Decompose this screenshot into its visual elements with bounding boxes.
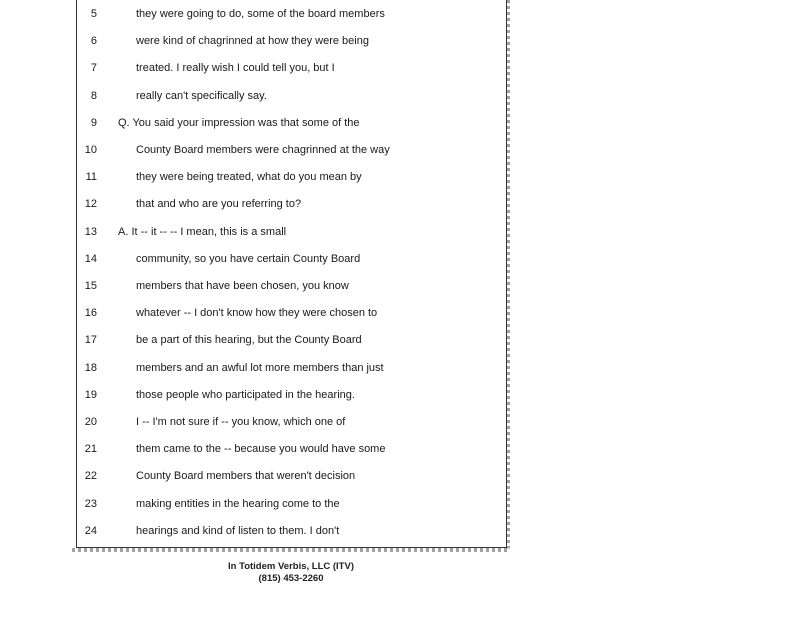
transcript-line — [0, 330, 800, 350]
transcript-line — [0, 194, 800, 214]
line-number: 16 — [84, 307, 97, 320]
line-number: 10 — [84, 144, 97, 156]
footer-phone: (815) 453-2260 — [258, 573, 324, 584]
transcript-line — [0, 222, 800, 242]
transcript-line — [0, 140, 800, 160]
line-text: making entities in the hearing come to the — [136, 497, 340, 510]
line-number: 11 — [85, 171, 97, 184]
line-number: 20 — [84, 416, 97, 428]
line-text: members and an awful lot more members than just — [136, 361, 384, 374]
transcript-line — [0, 31, 800, 51]
transcript-line — [0, 276, 800, 296]
line-text: those people who participated in the hearing. — [136, 388, 355, 401]
line-text: be a part of this hearing, but the County Board — [136, 334, 362, 347]
line-number: 24 — [84, 524, 97, 537]
transcript-line — [0, 385, 800, 405]
transcript-line — [0, 521, 800, 541]
transcript-line — [0, 466, 800, 486]
line-text: community, so you have certain County Board — [136, 252, 361, 265]
line-text: I -- I'm not sure if -- you know, which one of — [136, 416, 346, 428]
footer-company: In Totidem Verbis, LLC (ITV) — [228, 561, 354, 572]
line-number: 23 — [84, 497, 97, 510]
transcript-line — [0, 412, 800, 432]
line-number: 22 — [84, 470, 97, 483]
line-number: 18 — [84, 361, 97, 374]
page-edge-bottom — [72, 548, 510, 552]
line-number: 14 — [84, 252, 97, 265]
transcript-line — [0, 58, 800, 78]
line-text: A. It -- it -- -- I mean, this is a small — [118, 225, 287, 238]
transcript-line — [0, 494, 800, 514]
line-text: they were going to do, some of the board members — [136, 8, 385, 20]
line-number: 5 — [90, 8, 97, 20]
line-text: were kind of chagrinned at how they were being — [136, 35, 369, 48]
line-text: they were being treated, what do you mean by — [136, 171, 362, 184]
line-number: 7 — [90, 62, 97, 75]
transcript-line — [0, 303, 800, 323]
page-footer — [200, 561, 382, 585]
transcript-line — [0, 113, 800, 133]
transcript-line — [0, 439, 800, 459]
line-text: Q. You said your impression was that some of the — [118, 116, 360, 129]
line-number: 17 — [84, 334, 97, 347]
line-text: them came to the -- because you would have some — [136, 443, 386, 456]
line-text: hearings and kind of listen to them. I don't — [136, 524, 340, 537]
line-text: treated. I really wish I could tell you, but I — [136, 62, 335, 75]
line-number: 12 — [84, 198, 97, 211]
line-text: members that have been chosen, you know — [136, 280, 349, 292]
line-text: that and who are you referring to? — [136, 198, 302, 211]
transcript-line — [0, 86, 800, 106]
line-number: 9 — [90, 116, 97, 129]
line-number: 21 — [84, 443, 97, 456]
transcript-line — [0, 167, 800, 187]
line-text: County Board members were chagrinned at the way — [136, 144, 390, 156]
line-text: really can't specifically say. — [136, 89, 267, 102]
line-number: 6 — [90, 35, 97, 48]
line-text: whatever -- I don't know how they were chosen to — [136, 307, 378, 320]
line-text: County Board members that weren't decision — [136, 470, 356, 483]
line-number: 19 — [84, 388, 97, 401]
line-number: 13 — [84, 225, 97, 238]
line-number: 8 — [90, 89, 97, 102]
line-number: 15 — [84, 280, 97, 292]
transcript-line — [0, 358, 800, 378]
transcript-line — [0, 249, 800, 269]
transcript-line — [0, 4, 800, 24]
